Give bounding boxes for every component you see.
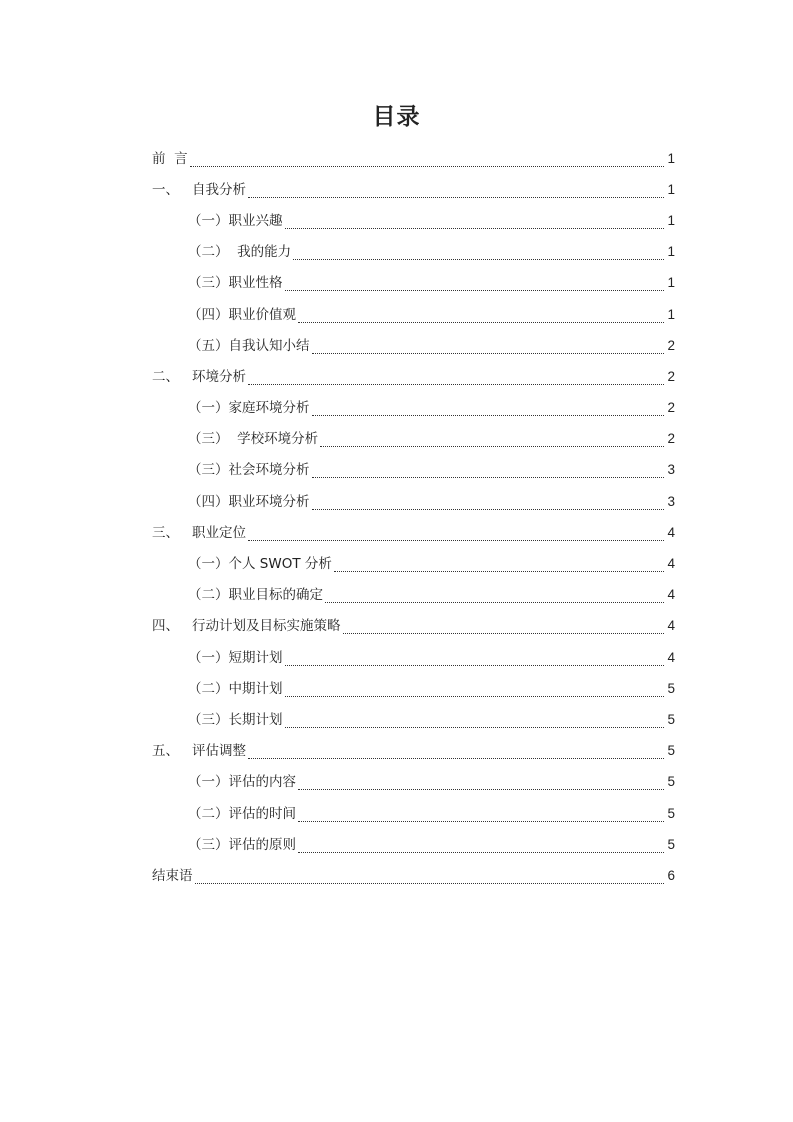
toc-entry-number: （一）: [188, 774, 229, 791]
toc-entry-title: 评估的内容: [228, 774, 296, 791]
toc-entry-page-number: 2: [667, 400, 675, 416]
toc-entry-title: 家庭环境分析: [228, 400, 310, 417]
toc-entry-page-number: 1: [667, 181, 675, 197]
dot-leader: [298, 810, 664, 822]
toc-entry-page-number: 1: [667, 244, 675, 260]
toc-entry-page-number: 5: [667, 774, 675, 790]
toc-entry-page-number: 1: [667, 306, 675, 322]
toc-entry-page-number: 1: [667, 150, 675, 166]
dot-leader: [248, 186, 664, 198]
toc-entry-number: （三）: [188, 836, 229, 853]
toc-entry-number: （三）: [188, 431, 229, 448]
dot-leader: [190, 155, 665, 167]
dot-leader: [298, 311, 664, 323]
toc-entry-number: 五、: [152, 743, 179, 760]
toc-entry-page-number: 4: [667, 524, 675, 540]
toc-entry[interactable]: [152, 299, 675, 330]
toc-entry-number: （五）: [188, 337, 229, 354]
toc-entry-title: 职业兴趣: [228, 212, 283, 229]
toc-entry-number: 四、: [152, 618, 179, 635]
toc-entry-number: （二）: [188, 680, 229, 697]
toc-entry-title: 职业目标的确定: [228, 587, 323, 604]
dot-leader: [320, 435, 664, 447]
toc-entry-number: （一）: [188, 556, 229, 573]
toc-entry-number: （一）: [188, 212, 229, 229]
toc-entry[interactable]: [152, 642, 675, 673]
toc-entry[interactable]: [152, 829, 675, 860]
toc-entry-title: 长期计划: [228, 711, 283, 728]
toc-entry[interactable]: [152, 704, 675, 735]
dot-leader: [334, 560, 665, 572]
toc-entry[interactable]: [152, 767, 675, 798]
dot-leader: [285, 279, 665, 291]
toc-entry-title: 职业定位: [192, 524, 246, 541]
toc-entry-title: 自我分析: [192, 181, 246, 198]
toc-entry[interactable]: [152, 174, 675, 205]
toc-entry-page-number: 5: [667, 711, 675, 727]
dot-leader: [298, 778, 664, 790]
toc-entry[interactable]: [152, 455, 675, 486]
toc-entry-number: 二、: [152, 368, 179, 385]
toc-entry-number: （三）: [188, 711, 229, 728]
dot-leader: [312, 498, 665, 510]
toc-entry-title: 评估的原则: [228, 836, 296, 853]
toc-entry-title: 中期计划: [228, 680, 283, 697]
toc-entry[interactable]: [152, 424, 675, 455]
toc-entry-number: （三）: [188, 275, 229, 292]
toc-entry-page-number: 2: [667, 431, 675, 447]
dot-leader: [293, 248, 664, 260]
toc-entry[interactable]: [152, 330, 675, 361]
toc-entry-title: 学校环境分析: [228, 431, 319, 448]
toc-entry[interactable]: [152, 143, 675, 174]
toc-entry[interactable]: [152, 860, 675, 891]
toc-entry[interactable]: [152, 798, 675, 829]
toc-entry-number: （二）: [188, 805, 229, 822]
toc-entry-title: 个人 SWOT 分析: [228, 556, 332, 573]
toc-entry[interactable]: [152, 517, 675, 548]
toc-entry-title: 职业环境分析: [228, 493, 310, 510]
toc-entry[interactable]: [152, 611, 675, 642]
toc-entry-number: （二）: [188, 244, 229, 261]
toc-entry-number: 三、: [152, 524, 179, 541]
toc-entry[interactable]: [152, 736, 675, 767]
toc-entry-page-number: 5: [667, 743, 675, 759]
dot-leader: [312, 466, 665, 478]
toc-entry-number: 一、: [152, 181, 179, 198]
toc-entry-page-number: 1: [667, 275, 675, 291]
toc-entry-page-number: 2: [667, 337, 675, 353]
dot-leader: [343, 622, 665, 634]
toc-entry-number: （一）: [188, 649, 229, 666]
dot-leader: [285, 716, 665, 728]
toc-entry-title: 职业价值观: [228, 306, 296, 323]
toc-entry-page-number: 4: [667, 587, 675, 603]
toc-entry-page-number: 5: [667, 836, 675, 852]
toc-entry-page-number: 3: [667, 493, 675, 509]
dot-leader: [285, 654, 665, 666]
toc-entry-number: （四）: [188, 493, 229, 510]
toc-entry-number: （三）: [188, 462, 229, 479]
toc-entry-page-number: 4: [667, 556, 675, 572]
toc-entry-title: 自我认知小结: [228, 337, 310, 354]
dot-leader: [325, 591, 664, 603]
dot-leader: [312, 404, 665, 416]
dot-leader: [285, 217, 665, 229]
toc-entry-title: 环境分析: [192, 368, 246, 385]
toc-entry-title: 评估的时间: [228, 805, 296, 822]
toc-entry-page-number: 1: [667, 212, 675, 228]
toc-entry-title: 前 言: [152, 150, 188, 167]
dot-leader: [195, 872, 665, 884]
toc-entry-page-number: 5: [667, 805, 675, 821]
toc-entry[interactable]: [152, 237, 675, 268]
toc-entry-page-number: 4: [667, 618, 675, 634]
toc-entry-title: 评估调整: [192, 743, 246, 760]
toc-entry-page-number: 2: [667, 368, 675, 384]
toc-list: [152, 143, 675, 892]
toc-entry-number: （一）: [188, 400, 229, 417]
toc-entry-number: （四）: [188, 306, 229, 323]
toc-entry[interactable]: [152, 361, 675, 392]
toc-entry-page-number: 5: [667, 680, 675, 696]
toc-entry-title: 社会环境分析: [228, 462, 310, 479]
toc-entry[interactable]: [152, 580, 675, 611]
toc-entry[interactable]: [152, 673, 675, 704]
dot-leader: [312, 342, 665, 354]
toc-entry-title: 我的能力: [228, 244, 292, 261]
toc-entry-page-number: 3: [667, 462, 675, 478]
dot-leader: [248, 747, 664, 759]
dot-leader: [298, 841, 664, 853]
dot-leader: [285, 685, 665, 697]
toc-entry-page-number: 6: [667, 867, 675, 883]
toc-title: 目录: [372, 104, 421, 130]
dot-leader: [248, 529, 664, 541]
toc-entry-title: 短期计划: [228, 649, 283, 666]
dot-leader: [248, 373, 664, 385]
toc-entry[interactable]: [152, 268, 675, 299]
toc-entry[interactable]: [152, 205, 675, 236]
toc-entry[interactable]: [152, 393, 675, 424]
toc-entry-page-number: 4: [667, 649, 675, 665]
toc-entry-title: 结束语: [152, 867, 193, 884]
toc-entry-title: 职业性格: [228, 275, 283, 292]
toc-entry-title: 行动计划及目标实施策略: [192, 618, 341, 635]
toc-entry[interactable]: [152, 548, 675, 579]
toc-entry[interactable]: [152, 486, 675, 517]
toc-entry-number: （二）: [188, 587, 229, 604]
